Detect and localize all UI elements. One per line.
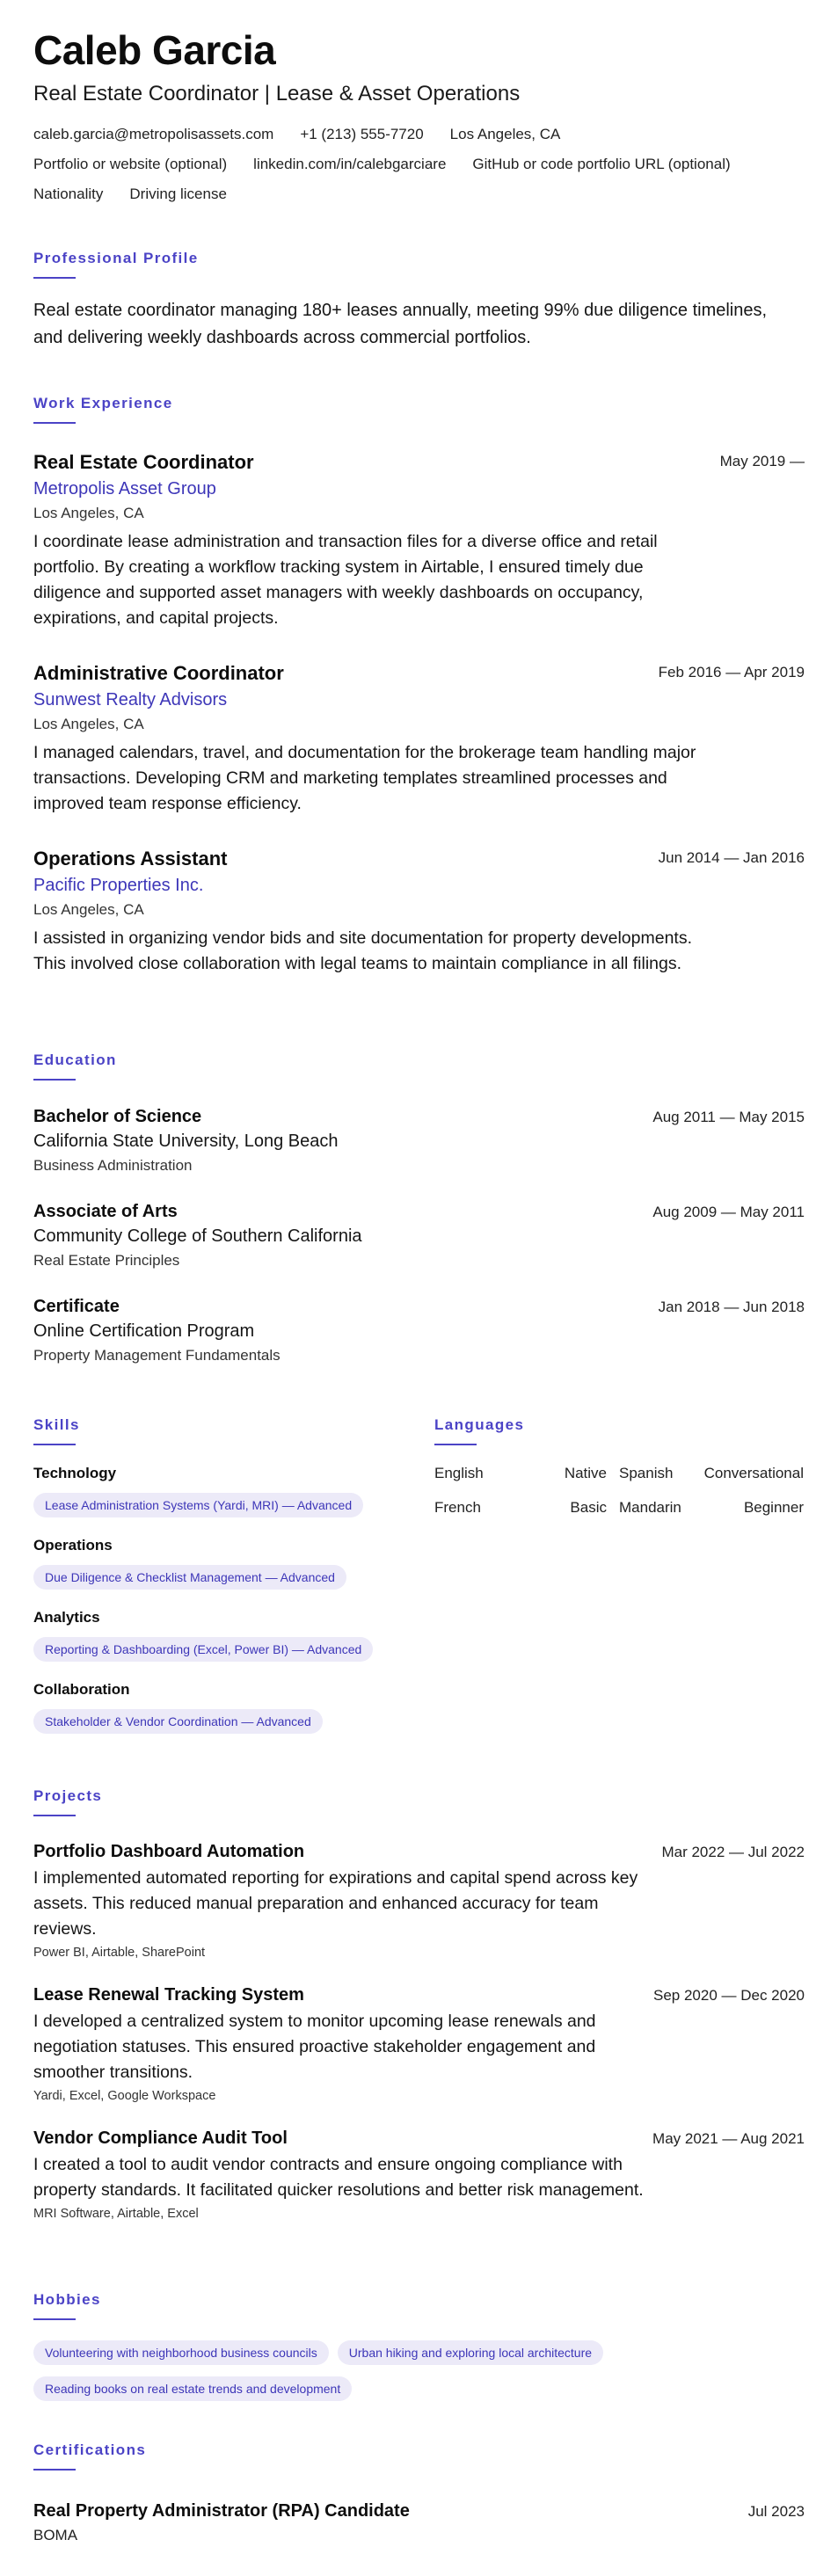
section-title-experience: Work Experience: [33, 395, 173, 411]
job-location: Los Angeles, CA: [33, 505, 144, 521]
candidate-headline: Real Estate Coordinator | Lease & Asset Operations: [33, 82, 521, 106]
skill-tag: Reporting & Dashboarding (Excel, Power BI) — Advanced: [33, 1637, 373, 1662]
language-name: Mandarin: [619, 1499, 681, 1516]
education-degree: Certificate: [33, 1297, 120, 1316]
education-school: Online Certification Program: [33, 1321, 255, 1341]
section-divider: [33, 2318, 76, 2320]
language-name: English: [434, 1465, 484, 1481]
project-entry: [33, 1985, 805, 2103]
section-title-education: Education: [33, 1052, 117, 1068]
contact-license: Driving license: [129, 186, 227, 202]
section-title-skills: Skills: [33, 1416, 80, 1433]
job-company: Sunwest Realty Advisors: [33, 690, 228, 709]
contact-website[interactable]: Portfolio or website (optional): [33, 156, 228, 172]
contact-row-2: [33, 156, 731, 173]
language-item: [619, 1499, 804, 1533]
job-title: Operations Assistant: [33, 848, 228, 870]
project-description: I implemented automated reporting for expirations and capital spend across key assets. This reduced manual preparation and enhanced accuracy for team reviews.: [33, 1868, 638, 1939]
education-entry: [33, 1107, 805, 1175]
section-title-certifications: Certifications: [33, 2441, 147, 2458]
hobby-tag: Urban hiking and exploring local architecture: [338, 2340, 603, 2365]
contact-location: Los Angeles, CA: [449, 126, 561, 142]
experience-entry: [33, 662, 805, 817]
experience-entry: [33, 451, 805, 631]
job-location: Los Angeles, CA: [33, 901, 144, 918]
language-item: [619, 1465, 804, 1499]
hobbies-list: [33, 2340, 737, 2401]
education-entry: [33, 1202, 805, 1270]
section-title-hobbies: Hobbies: [33, 2291, 101, 2308]
skill-group: [33, 1537, 346, 1590]
section-title-profile: Professional Profile: [33, 250, 199, 266]
section-divider: [33, 1815, 76, 1816]
job-description: I assisted in organizing vendor bids and site documentation for property developments. This involved close collaboration with legal teams to maintain compliance in all filings.: [33, 928, 693, 973]
section-title-languages: Languages: [434, 1416, 525, 1433]
language-level: Conversational: [703, 1465, 804, 1481]
contact-email[interactable]: caleb.garcia@metropolisassets.com: [33, 126, 274, 142]
language-item: [434, 1499, 619, 1533]
languages-table: [434, 1465, 805, 1533]
hobby-tag: Volunteering with neighborhood business councils: [33, 2340, 329, 2365]
project-name: Vendor Compliance Audit Tool: [33, 2128, 288, 2148]
project-name: Portfolio Dashboard Automation: [33, 1842, 305, 1861]
contact-nationality: Nationality: [33, 186, 104, 202]
skill-category: Operations: [33, 1537, 113, 1554]
certification-date: Jul 2023: [747, 2503, 805, 2520]
education-field: Real Estate Principles: [33, 1252, 180, 1269]
contact-phone[interactable]: +1 (213) 555-7720: [300, 126, 424, 142]
project-tools: Power BI, Airtable, SharePoint: [33, 1946, 206, 1960]
candidate-name: Caleb Garcia: [33, 27, 276, 73]
project-entry: [33, 2128, 805, 2221]
education-entry: [33, 1297, 805, 1364]
project-dates: Sep 2020 — Dec 2020: [652, 1987, 805, 2004]
project-description: I developed a centralized system to monitor upcoming lease renewals and negotiation statuses. This ensured proactive stakeholder engagement and smoother transitions.: [33, 2012, 596, 2082]
education-school: California State University, Long Beach: [33, 1132, 339, 1151]
project-dates: May 2021 — Aug 2021: [652, 2130, 805, 2147]
project-tools: Yardi, Excel, Google Workspace: [33, 2089, 216, 2103]
contact-github[interactable]: GitHub or code portfolio URL (optional): [472, 156, 731, 172]
project-dates: Mar 2022 — Jul 2022: [661, 1844, 805, 1860]
language-item: [434, 1465, 619, 1499]
hobby-tag: Reading books on real estate trends and development: [33, 2376, 352, 2401]
certification-name: Real Property Administrator (RPA) Candidate: [33, 2501, 410, 2521]
skill-tag: Stakeholder & Vendor Coordination — Advanced: [33, 1709, 323, 1734]
job-location: Los Angeles, CA: [33, 716, 144, 732]
contact-row-1: [33, 126, 560, 143]
section-divider: [434, 1444, 477, 1445]
language-level: Beginner: [743, 1499, 804, 1516]
job-description: I coordinate lease administration and transaction files for a diverse office and retail portfolio. By creating a workflow tracking system in Airtable, I ensured timely due diligence and supported asset managers with weekly dashboards on occupancy, expirations, and capital projects.: [33, 532, 658, 628]
education-dates: Jan 2018 — Jun 2018: [658, 1299, 805, 1315]
language-row: [434, 1499, 805, 1533]
section-divider: [33, 422, 76, 424]
language-name: French: [434, 1499, 481, 1516]
education-dates: Aug 2011 — May 2015: [652, 1109, 805, 1125]
skill-category: Technology: [33, 1465, 117, 1481]
education-field: Business Administration: [33, 1157, 193, 1174]
education-degree: Associate of Arts: [33, 1202, 178, 1221]
project-description: I created a tool to audit vendor contracts and ensure ongoing compliance with property standards. It facilitated quicker resolutions and better risk management.: [33, 2155, 644, 2200]
contact-row-3: [33, 186, 227, 203]
experience-entry: [33, 848, 805, 977]
skill-category: Collaboration: [33, 1681, 130, 1698]
job-company: Pacific Properties Inc.: [33, 876, 204, 895]
job-description: I managed calendars, travel, and documentation for the brokerage team handling major transactions. Developing CRM and marketing templates streamlined processes and improved team response efficiency.: [33, 743, 696, 813]
certification-entry: [33, 2501, 805, 2544]
skill-category: Analytics: [33, 1609, 100, 1626]
skill-tag: Due Diligence & Checklist Management — Advanced: [33, 1565, 346, 1590]
skill-group: [33, 1465, 363, 1517]
skill-group: [33, 1609, 373, 1662]
job-dates: Jun 2014 — Jan 2016: [658, 849, 805, 866]
skill-group: [33, 1681, 323, 1734]
section-divider: [33, 1444, 76, 1445]
education-degree: Bachelor of Science: [33, 1107, 202, 1126]
language-level: Basic: [570, 1499, 607, 1516]
job-dates: Feb 2016 — Apr 2019: [658, 664, 805, 680]
skill-tag: Lease Administration Systems (Yardi, MRI) — Advanced: [33, 1493, 363, 1517]
language-row: [434, 1465, 805, 1499]
education-field: Property Management Fundamentals: [33, 1347, 281, 1364]
section-title-projects: Projects: [33, 1787, 103, 1804]
contact-linkedin[interactable]: linkedin.com/in/calebgarciare: [253, 156, 447, 172]
job-company: Metropolis Asset Group: [33, 479, 216, 498]
section-divider: [33, 2469, 76, 2470]
education-dates: Aug 2009 — May 2011: [652, 1204, 805, 1220]
certification-issuer: BOMA: [33, 2527, 78, 2543]
language-name: Spanish: [619, 1465, 674, 1481]
job-title: Administrative Coordinator: [33, 662, 284, 684]
section-divider: [33, 277, 76, 279]
job-title: Real Estate Coordinator: [33, 451, 254, 473]
project-entry: [33, 1842, 805, 1960]
profile-summary: Real estate coordinator managing 180+ leases annually, meeting 99% due diligence timelines, and delivering weekly dashboards across commercial portfolios.: [33, 301, 768, 347]
job-dates: May 2019 —: [719, 453, 805, 469]
language-level: Native: [564, 1465, 607, 1481]
education-school: Community College of Southern California: [33, 1226, 362, 1246]
project-name: Lease Renewal Tracking System: [33, 1985, 304, 2005]
section-divider: [33, 1079, 76, 1081]
project-tools: MRI Software, Airtable, Excel: [33, 2207, 199, 2221]
